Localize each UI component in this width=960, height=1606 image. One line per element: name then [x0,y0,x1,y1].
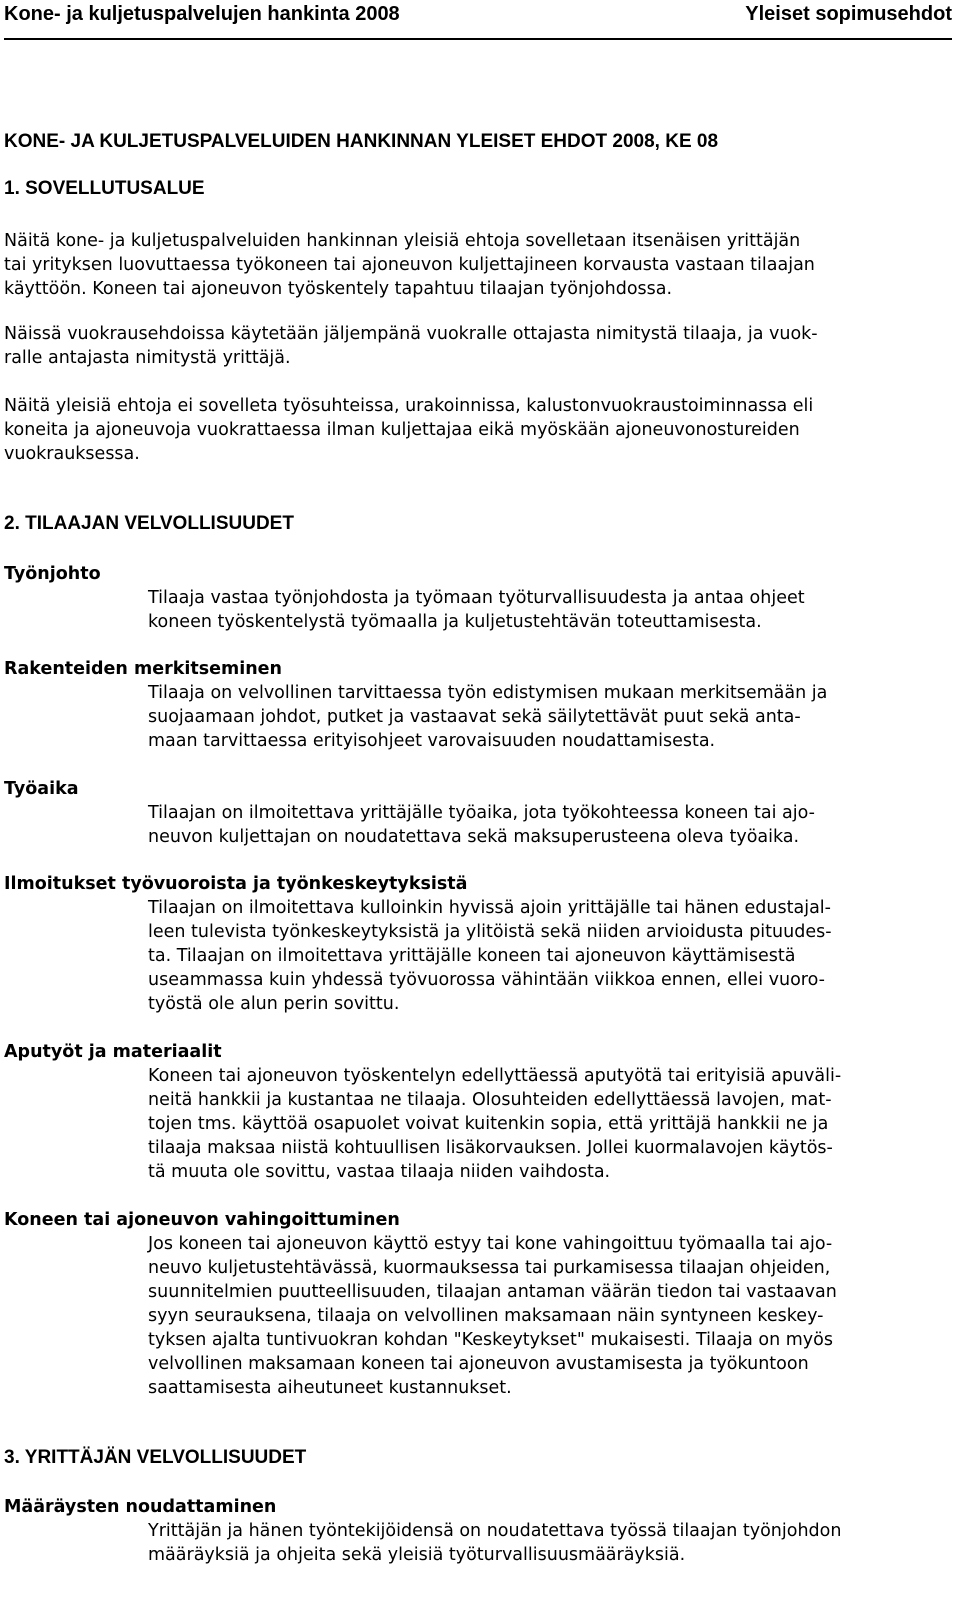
text-line: neitä hankkii ja kustantaa ne tilaaja. Olosuhteiden edellyttäessä lavojen, mat- [148,1090,832,1110]
subheading-rakenteiden-merkitseminen: Rakenteiden merkitseminen [4,659,283,679]
body-aputyot [148,1064,948,1184]
section-1-heading: 1. SOVELLUTUSALUE [4,178,205,199]
text-line: tyksen ajalta tuntivuokran kohdan "Keskeytykset" mukaisesti. Tilaaja on myös [148,1330,833,1350]
body-tyoaika [148,801,948,849]
subheading-vahingoittuminen: Koneen tai ajoneuvon vahingoittuminen [4,1210,400,1230]
text-line: Tilaajan on ilmoitettava kulloinkin hyvissä ajoin yrittäjälle tai hänen edustajal- [148,898,831,918]
header-right-title: Yleiset sopimusehdot [745,3,952,25]
text-line: syyn seurauksena, tilaaja on velvollinen maksamaan näin syntyneen keskey- [148,1306,824,1326]
text-line: maan tarvittaessa erityisohjeet varovaisuuden noudattamisesta. [148,731,716,751]
text-line: tä muuta ole sovittu, vastaa tilaaja niiden vaihdosta. [148,1162,611,1182]
body-maaraysten-noudattaminen [148,1519,948,1567]
section-1-paragraph-1 [4,229,944,301]
document-title: KONE- JA KULJETUSPALVELUIDEN HANKINNAN YLEISET EHDOT 2008, KE 08 [4,131,719,152]
text-line: useammassa kuin yhdessä työvuorossa vähintään viikkoa ennen, ellei vuoro- [148,970,825,990]
text-line: Tilaaja on velvollinen tarvittaessa työn edistymisen mukaan merkitsemään ja [148,683,828,703]
text-line: ralle antajasta nimitystä yrittäjä. [4,348,291,368]
text-line: tojen tms. käyttöä osapuolet voivat kuitenkin sopia, että yrittäjä hankkii ne ja [148,1114,829,1134]
subheading-tyonjohto: Työnjohto [4,564,101,584]
text-line: Näitä kone- ja kuljetuspalveluiden hankinnan yleisiä ehtoja sovelletaan itsenäisen yrittäjän [4,231,801,251]
text-line: tai yrityksen luovuttaessa työkoneen tai ajoneuvon kuljettajineen korvausta vastaan tilaajan [4,255,815,275]
running-header [4,0,952,40]
text-line: Yrittäjän ja hänen työntekijöidensä on noudatettava työssä tilaajan työnjohdon [148,1521,842,1541]
subheading-tyoaika: Työaika [4,779,79,799]
section-2-heading: 2. TILAAJAN VELVOLLISUUDET [4,513,294,534]
subheading-maaraysten-noudattaminen: Määräysten noudattaminen [4,1497,277,1517]
text-line: tilaaja maksaa niistä kohtuullisen lisäkorvauksen. Jollei kuormalavojen käytös- [148,1138,833,1158]
text-line: neuvon kuljettajan on noudatettava sekä maksuperusteena oleva työaika. [148,827,800,847]
text-line: työstä ole alun perin sovittu. [148,994,400,1014]
text-line: käyttöön. Koneen tai ajoneuvon työskentely tapahtuu tilaajan työnjohdossa. [4,279,673,299]
text-line: määräyksiä ja ohjeita sekä yleisiä työturvallisuusmääräyksiä. [148,1545,686,1565]
body-tyonjohto [148,586,948,634]
text-line: Tilaaja vastaa työnjohdosta ja työmaan työturvallisuudesta ja antaa ohjeet [148,588,805,608]
body-vahingoittuminen [148,1232,948,1400]
text-line: suojaamaan johdot, putket ja vastaavat sekä säilytettävät puut sekä anta- [148,707,801,727]
subheading-ilmoitukset: Ilmoitukset työvuoroista ja työnkeskeytyksistä [4,874,468,894]
text-line: Jos koneen tai ajoneuvon käyttö estyy tai kone vahingoittuu työmaalla tai ajo- [148,1234,833,1254]
text-line: Näitä yleisiä ehtoja ei sovelleta työsuhteissa, urakoinnissa, kalustonvuokraustoiminnassa eli [4,396,814,416]
section-3-heading: 3. YRITTÄJÄN VELVOLLISUUDET [4,1447,307,1468]
header-left-title: Kone- ja kuljetuspalvelujen hankinta 2008 [4,3,400,25]
text-line: vuokrauksessa. [4,444,140,464]
text-line: Koneen tai ajoneuvon työskentelyn edellyttäessä aputyötä tai erityisiä apuväli- [148,1066,842,1086]
body-rakenteiden-merkitseminen [148,681,948,753]
body-ilmoitukset [148,896,948,1016]
text-line: Näissä vuokrausehdoissa käytetään jäljempänä vuokralle ottajasta nimitystä tilaaja, ja vuok- [4,324,818,344]
text-line: ta. Tilaajan on ilmoitettava yrittäjälle koneen tai ajoneuvon käyttämisestä [148,946,796,966]
text-line: koneen työskentelystä työmaalla ja kuljetustehtävän toteuttamisesta. [148,612,762,632]
text-line: velvollinen maksamaan koneen tai ajoneuvon avustamisesta ja työkuntoon [148,1354,809,1374]
text-line: suunnitelmien puutteellisuuden, tilaajan antaman väärän tiedon tai vastaavan [148,1282,837,1302]
subheading-aputyot: Aputyöt ja materiaalit [4,1042,222,1062]
text-line: Tilaajan on ilmoitettava yrittäjälle työaika, jota työkohteessa koneen tai ajo- [148,803,815,823]
section-1-paragraph-2 [4,322,944,370]
text-line: saattamisesta aiheutuneet kustannukset. [148,1378,512,1398]
text-line: leen tulevista työnkeskeytyksistä ja ylitöistä sekä niiden arvioidusta pituudes- [148,922,832,942]
section-1-paragraph-3 [4,394,944,466]
text-line: koneita ja ajoneuvoja vuokrattaessa ilman kuljettajaa eikä myöskään ajoneuvonostureiden [4,420,800,440]
text-line: neuvo kuljetustehtävässä, kuormauksessa tai purkamisessa tilaajan ohjeiden, [148,1258,831,1278]
